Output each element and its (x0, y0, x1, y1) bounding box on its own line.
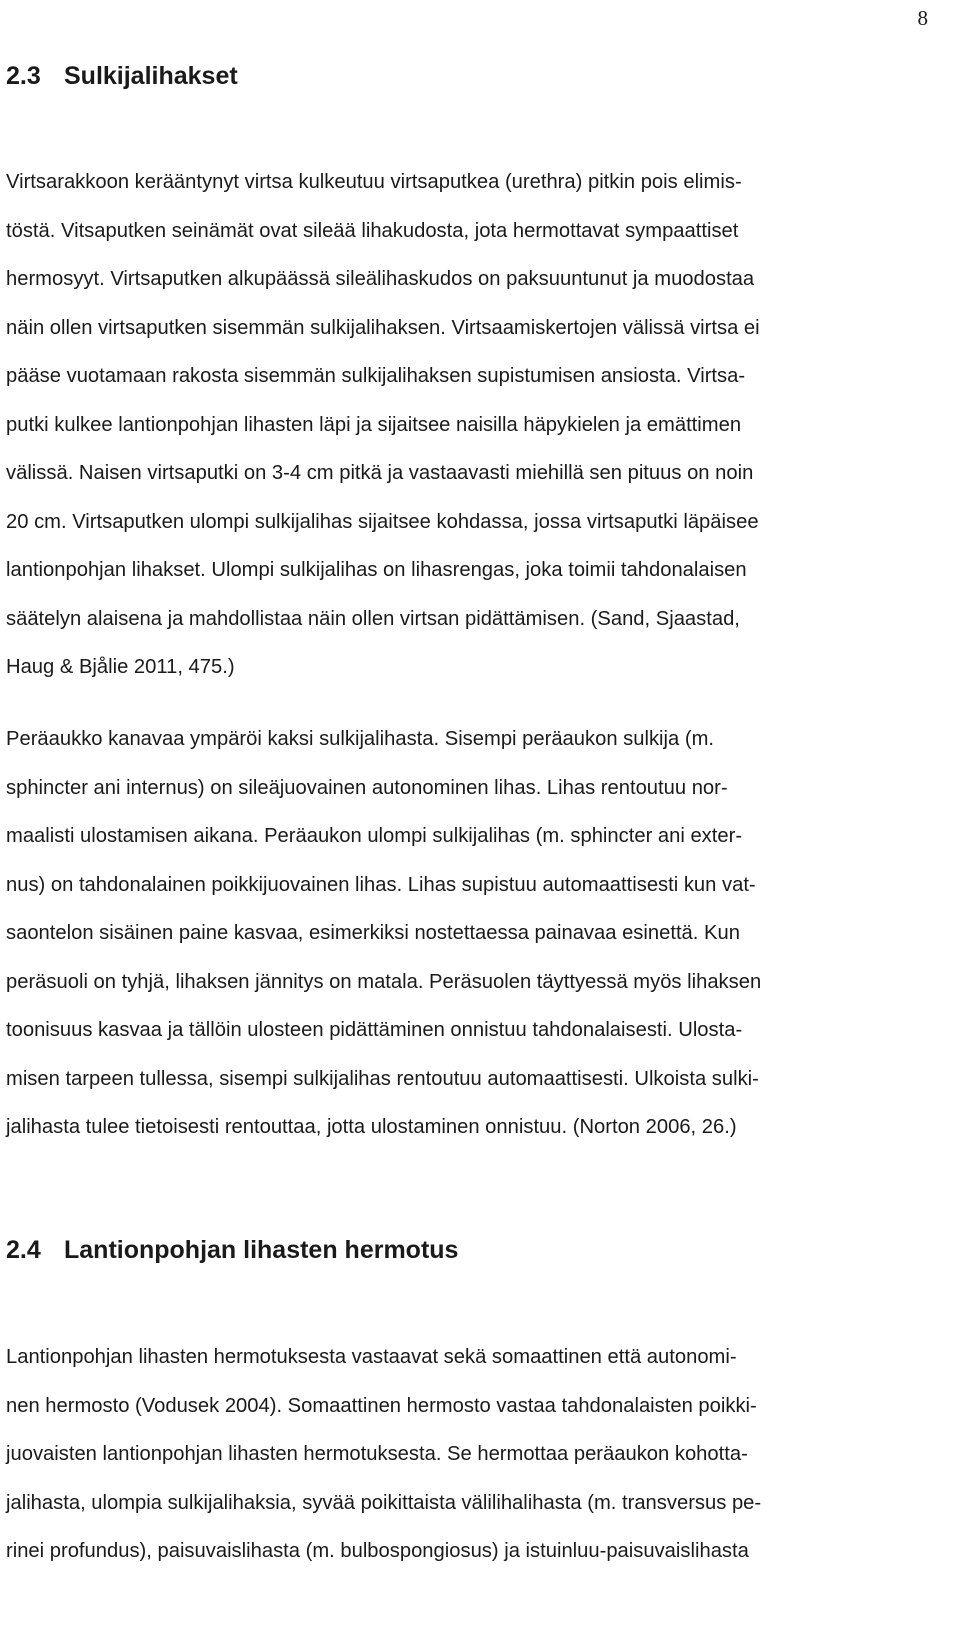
paragraph (6, 158, 760, 692)
text-line: jalihasta, ulompia sulkijalihaksia, syvää poikittaista välilihalihasta (m. transversus pe- (6, 1491, 762, 1514)
section-title: Lantionpohjan lihasten hermotus (64, 1236, 459, 1264)
text-line: Lantionpohjan lihasten hermotuksesta vastaavat sekä somaattinen että autonomi- (6, 1346, 737, 1368)
text-line: toonisuus kasvaa ja tällöin ulosteen pidättäminen onnistuu tahdonalaisesti. Ulosta- (6, 1019, 743, 1041)
section-heading (6, 1236, 458, 1265)
text-line: välissä. Naisen virtsaputki on 3-4 cm pitkä ja vastaavasti miehillä sen pituus on noin (6, 462, 754, 484)
text-line: rinei profundus), paisuvaislihasta (m. bulbospongiosus) ja istuinluu-paisuvaislihasta (6, 1540, 749, 1562)
text-line: Peräaukko kanavaa ympäröi kaksi sulkijalihasta. Sisempi peräaukon sulkija (m. (6, 728, 715, 750)
text-line: nus) on tahdonalainen poikkijuovainen lihas. Lihas supistuu automaattisesti kun vat- (6, 873, 756, 896)
text-line: putki kulkee lantionpohjan lihasten läpi ja sijaitsee naisilla häpykielen ja emättimen (6, 413, 742, 436)
text-line: jalihasta tulee tietoisesti rentouttaa, jotta ulostaminen onnistuu. (Norton 2006, 26.) (6, 1116, 737, 1138)
paragraph (6, 1333, 761, 1576)
text-line: juovaisten lantionpohjan lihasten hermotuksesta. Se hermottaa peräaukon kohotta- (6, 1443, 748, 1465)
paragraph (6, 715, 761, 1152)
text-line: misen tarpeen tullessa, sisempi sulkijalihas rentoutuu automaattisesti. Ulkoista sulki- (6, 1067, 759, 1090)
text-line: pääse vuotamaan rakosta sisemmän sulkijalihaksen supistumisen ansiosta. Virtsa- (6, 365, 746, 387)
section-heading (6, 62, 238, 91)
section-number: 2.3 (6, 62, 41, 90)
text-line: sphincter ani internus) on sileäjuovainen autonominen lihas. Lihas rentoutuu nor- (6, 776, 728, 799)
text-line: näin ollen virtsaputken sisemmän sulkijalihaksen. Virtsaamiskertojen välissä virtsa ei (6, 316, 760, 339)
page-number: 8 (917, 6, 928, 30)
text-line: Haug & Bjålie 2011, 475.) (6, 656, 235, 678)
text-line: maalisti ulostamisen aikana. Peräaukon ulompi sulkijalihas (m. sphincter ani exter- (6, 825, 743, 847)
text-line: peräsuoli on tyhjä, lihaksen jännitys on matala. Peräsuolen täyttyessä myös lihaksen (6, 970, 762, 993)
text-line: 20 cm. Virtsaputken ulompi sulkijalihas sijaitsee kohdassa, jossa virtsaputki läpäisee (6, 510, 759, 533)
section-number: 2.4 (6, 1236, 41, 1264)
text-line: töstä. Vitsaputken seinämät ovat sileää lihakudosta, jota hermottavat sympaattiset (6, 219, 739, 242)
text-line: hermosyyt. Virtsaputken alkupäässä sileälihaskudos on paksuuntunut ja muodostaa (6, 268, 755, 290)
text-line: säätelyn alaisena ja mahdollistaa näin ollen virtsan pidättämisen. (Sand, Sjaastad, (6, 607, 740, 630)
text-line: Virtsarakkoon kerääntynyt virtsa kulkeutuu virtsaputkea (urethra) pitkin pois elimis- (6, 171, 742, 193)
text-line: lantionpohjan lihakset. Ulompi sulkijalihas on lihasrengas, joka toimii tahdonalaisen (6, 559, 747, 581)
text-line: nen hermosto (Vodusek 2004). Somaattinen hermosto vastaa tahdonalaisten poikki- (6, 1394, 757, 1417)
text-line: saontelon sisäinen paine kasvaa, esimerkiksi nostettaessa painavaa esinettä. Kun (6, 922, 740, 944)
section-title: Sulkijalihakset (64, 62, 238, 90)
